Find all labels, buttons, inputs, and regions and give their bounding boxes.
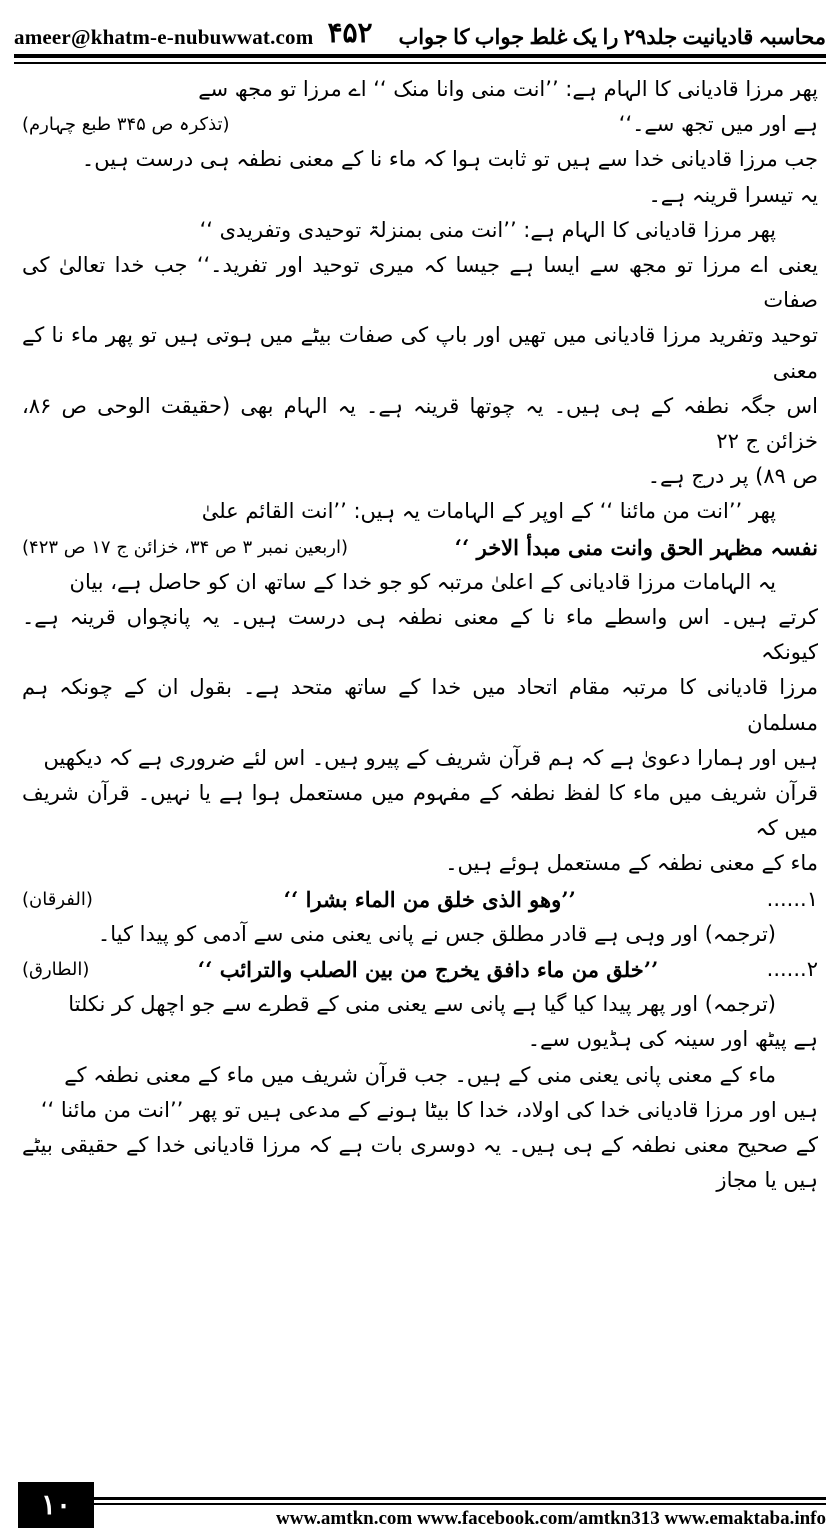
text-line: مرزا قادیانی کا مرتبہ مقام اتحاد میں خدا کے ساتھ متحد ہے۔ بقول ان کے چونکہ ہم مسلمان — [22, 675, 818, 735]
text-line: پھر ’’انت من مائنا ‘‘ کے اوپر کے الہامات یہ ہیں: ’’انت القائم علیٰ — [201, 499, 776, 524]
text-line: یہ تیسرا قرینہ ہے۔ — [648, 182, 818, 207]
text-line: ہیں اور مرزا قادیانی خدا کی اولاد، خدا کا بیٹا ہونے کے مدعی ہیں تو پھر ’’انت من مائنا ‘‘ — [40, 1097, 818, 1122]
quote-number: ۲...... — [766, 957, 818, 982]
page-header — [14, 18, 826, 50]
footer-rule-thick — [88, 1497, 826, 1500]
header-title: محاسبہ قادیانیت جلد۲۹ را یک غلط جواب کا جواب — [398, 25, 826, 49]
text-line: کرتے ہیں۔ اس واسطے ماء نا کے معنی نطفہ ہی درست ہیں۔ یہ پانچواں قرینہ ہے۔ کیونکہ — [22, 605, 818, 665]
reference: (الطارق) — [22, 959, 90, 981]
translation-line: (ترجمہ) اور وہی ہے قادر مطلق جس نے پانی یعنی منی سے آدمی کو پیدا کیا۔ — [97, 921, 776, 946]
text-line: قرآن شریف میں ماء کا لفظ نطفہ کے مفہوم میں مستعمل ہوا ہے یا نہیں۔ قرآن شریف میں کہ — [22, 781, 818, 841]
footer-rule-thin — [88, 1503, 826, 1505]
footer-page-number: ۱۰ — [18, 1482, 94, 1528]
arabic-quote: ’’خلق من ماء دافق یخرج من بین الصلب والترائب ‘‘ — [197, 957, 659, 983]
text-line: پھر مرزا قادیانی کا الہام ہے: ’’انت منی بمنزلۃ توحیدی وتفریدی ‘‘ — [199, 217, 776, 242]
quote-number: ۱...... — [766, 886, 818, 911]
translation-line: ہے پیٹھ اور سینہ کی ہڈیوں سے۔ — [527, 1027, 818, 1052]
reference: (الفرقان) — [22, 888, 93, 910]
page-body — [22, 72, 818, 1462]
text-line: توحید وتفرید مرزا قادیانی میں تھیں اور باپ کی صفات بیٹے میں ہوتی ہیں تو پھر ماء نا کے معنی — [22, 323, 818, 383]
text-line: یہ الہامات مرزا قادیانی کے اعلیٰ مرتبہ کو جو خدا کے ساتھ ان کو حاصل ہے، بیان — [69, 569, 776, 594]
text-line: ماء کے معنی نطفہ کے مستعمل ہوئے ہیں۔ — [445, 851, 818, 876]
header-rule-thick — [14, 54, 826, 58]
text-line: اس جگہ نطفہ کے ہی ہیں۔ یہ چوتھا قرینہ ہے۔ یہ الہام بھی (حقیقت الوحی ص ۸۶، خزائن ج ۲۲ — [22, 393, 818, 454]
arabic-quote: ’’وھو الذی خلق من الماء بشرا ‘‘ — [283, 886, 576, 912]
header-page-number: ۴۵۲ — [327, 18, 373, 49]
text-line: ماء کے معنی پانی یعنی منی کے ہیں۔ جب قرآن شریف میں ماء کے معنی نطفہ کے — [64, 1062, 776, 1087]
text-line: پھر مرزا قادیانی کا الہام ہے: ’’انت منی وانا منک ‘‘ اے مرزا تو مجھ سے — [198, 77, 818, 101]
quran-quote-1 — [22, 882, 818, 917]
header-left — [14, 16, 387, 50]
header-rule-thin — [14, 62, 826, 64]
quran-quote-2 — [22, 952, 818, 987]
translation-line: (ترجمہ) اور پھر پیدا کیا گیا ہے پانی سے یعنی منی کے قطرے سے جو اچھل کر نکلتا — [68, 992, 776, 1017]
text-line: ہیں اور ہمارا دعویٰ ہے کہ ہم قرآن شریف کے پیرو ہیں۔ اس لئے ضروری ہے کہ دیکھیں — [43, 745, 818, 770]
reference: (تذکرہ ص ۳۴۵ طبع چہارم) — [22, 114, 230, 136]
text-line-with-reference — [22, 107, 818, 142]
arabic-quote: نفسہ مظہر الحق وانت منی مبدأ الاخر ‘‘ — [454, 534, 818, 560]
text-line: یعنی اے مرزا تو مجھ سے ایسا ہے جیسا کہ میری توحید اور تفرید۔‘‘ جب خدا تعالیٰ کی صفات — [22, 253, 818, 313]
header-email[interactable]: ameer@khatm-e-nubuwwat.com — [14, 25, 314, 49]
text-line: کے صحیح معنی نطفہ کے ہی ہیں۔ یہ دوسری بات ہے کہ مرزا قادیانی خدا کے حقیقی بیٹے ہیں یا مجاز — [22, 1133, 818, 1193]
text-line: جب مرزا قادیانی خدا سے ہیں تو ثابت ہوا کہ ماء نا کے معنی نطفہ ہی درست ہیں۔ — [81, 147, 818, 172]
text-line: ہے اور میں تجھ سے۔‘‘ — [618, 112, 818, 137]
text-line: ص ۸۹) پر درج ہے۔ — [647, 464, 818, 489]
reference: (اربعین نمبر ۳ ص ۳۴، خزائن ج ۱۷ ص ۴۲۳) — [22, 536, 348, 558]
footer-websites[interactable]: www.amtkn.com www.facebook.com/amtkn313 www.emaktaba.info — [276, 1508, 826, 1529]
text-line-with-reference — [22, 530, 818, 565]
